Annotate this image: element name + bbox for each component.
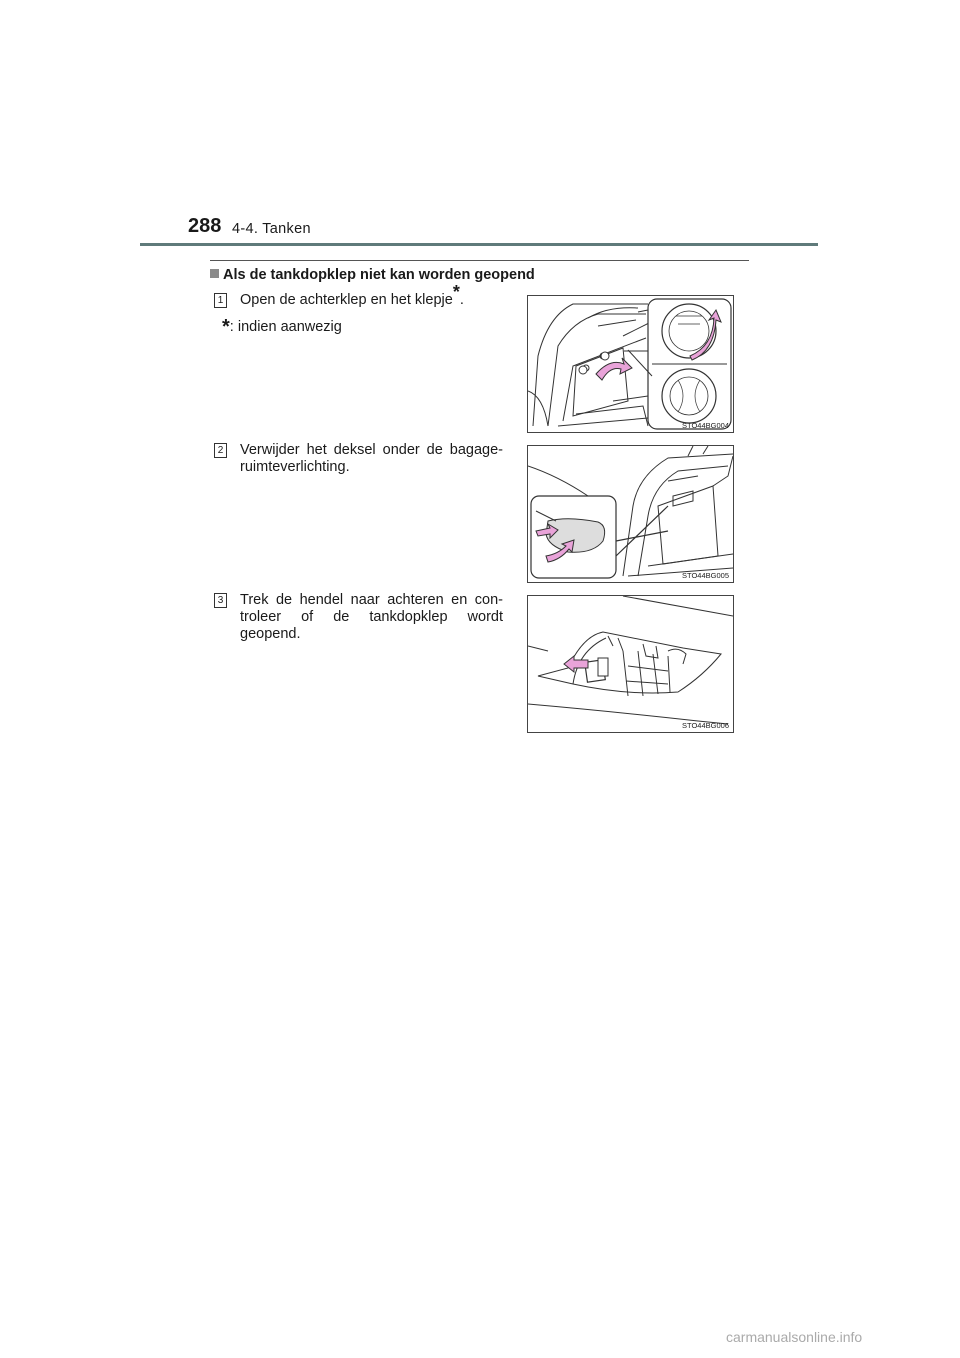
header-rule bbox=[140, 243, 818, 246]
figure-1 bbox=[527, 295, 734, 433]
footnote-text: : indien aanwezig bbox=[229, 319, 342, 335]
step-number-2: 2 bbox=[214, 443, 227, 458]
figure-code-1: STO44BG004 bbox=[682, 421, 729, 430]
lever-pull-illustration bbox=[528, 596, 733, 732]
figure-code-2: STO44BG005 bbox=[682, 571, 729, 580]
step-text-3: Trek de hendel naar achteren en con-troleer of de tankdopklep wordt geopend. bbox=[240, 592, 503, 642]
watermark: carmanualsonline.info bbox=[726, 1329, 863, 1345]
step-number-3: 3 bbox=[214, 593, 227, 608]
step-number-1: 1 bbox=[214, 293, 227, 308]
figure-3 bbox=[527, 595, 734, 733]
step-text-2: Verwijder het deksel onder de bagage-ruimteverlichting. bbox=[240, 442, 503, 475]
subsection-heading bbox=[210, 267, 535, 283]
cover-removal-illustration bbox=[528, 446, 733, 582]
sub-rule bbox=[210, 260, 749, 261]
figure-code-3: STO44BG006 bbox=[682, 721, 729, 730]
footnote bbox=[222, 316, 342, 339]
square-bullet-icon bbox=[210, 269, 219, 278]
section-title: 4-4. Tanken bbox=[232, 221, 311, 237]
page-number: 288 bbox=[188, 215, 222, 237]
footnote-marker: * bbox=[222, 316, 230, 338]
trunk-access-illustration bbox=[528, 296, 733, 432]
heading-text: Als de tankdopklep niet kan worden geopend bbox=[223, 267, 535, 283]
step-text-1-body: Open de achterklep en het klepje bbox=[240, 292, 453, 308]
footnote-reference: * bbox=[452, 282, 460, 303]
step-text-1: Open de achterklep en het klepje*. bbox=[240, 282, 464, 308]
figure-2 bbox=[527, 445, 734, 583]
